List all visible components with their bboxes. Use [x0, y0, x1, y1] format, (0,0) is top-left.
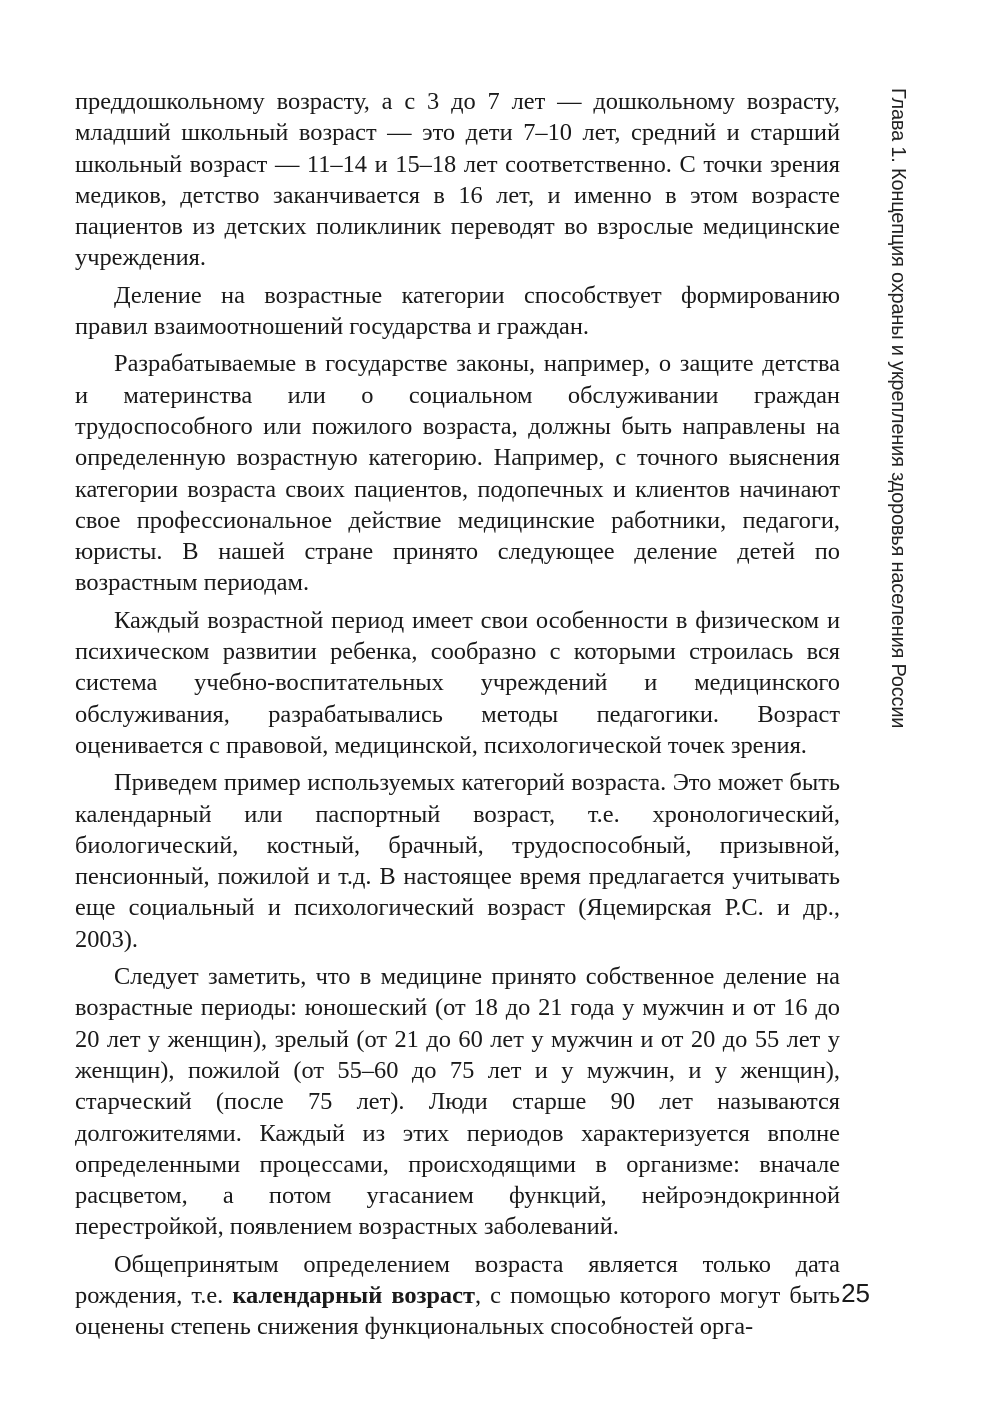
paragraph: Приведем пример используемых категорий возраста. Это может быть календарный или паспортный возраст, т.е. хронологический, биологический, костный, брачный, трудоспособный, призывной, пенсионный, пожилой и т.д. В настоящее время предлагается учитывать еще социальный и психологический возраст (Яцемирская Р.С. и др., 2003). [75, 769, 840, 953]
paragraph: Каждый возрастной период имеет свои особенности в физическом и психическом развитии ребенка, сообразно с которыми строилась вся система учебно-воспитательных учреждений и медицинского обслуживания, разрабатывались методы педагогики. Возраст оценивается с правовой, медицинской, психологической точек зрения. [75, 606, 840, 759]
body-text [75, 86, 840, 1349]
page-number: 25 [841, 1278, 870, 1308]
paragraph: Деление на возрастные категории способствует формированию правил взаимоотношений государства и граждан. [75, 281, 840, 341]
bold-term: календарный возраст [232, 1281, 475, 1309]
paragraph-continued: преддошкольному возрасту, а с 3 до 7 лет — дошкольному возрасту, младший школьный возраст — это дети 7–10 лет, средний и старший школьный возраст — 11–14 и 15–18 лет соответственно. С точки зрения медиков, детство заканчивается в 16 лет, и именно в этом возрасте пациентов из детских поликлиник переводят во взрослые медицинские учреждения. [75, 88, 840, 272]
paragraph-last [75, 1249, 840, 1343]
text-before-term: Общепринятым определением возраста является только дата рождения, т.е. [75, 1250, 840, 1309]
paragraph: Разрабатываемые в государстве законы, например, о защите детства и материнства или о социальном обслуживании граждан трудоспособного или пожилого возраста, должны быть направлены на определенную возрастную категорию. Например, с точного выяснения категории возраста своих пациентов, подопечных и клиентов начинают свое профессиональное действие медицинские работники, педагоги, юристы. В нашей стране принято следующее деление детей по возрастным периодам. [75, 350, 840, 597]
text-after-term: , с помощью которого могут быть оценены степень снижения функциональных способностей орга- [75, 1281, 840, 1341]
paragraph: Следует заметить, что в медицине принято собственное деление на возрастные периоды: юношеский (от 18 до 21 года у мужчин и от 16 до 20 лет у женщин), зрелый (от 21 до 60 лет у мужчин и от 20 до 55 лет у женщин), пожилой (от 55–60 до 75 лет и у мужчин, и у женщин), старческий (после 75 лет). Люди старше 90 лет называются долгожителями. Каждый из этих периодов характеризуется вполне определенными процессами, происходящими в организме: вначале расцветом, а потом угасанием функций, нейроэндокринной перестройкой, появлением возрастных заболеваний. [75, 963, 840, 1241]
running-header: Глава 1. Концепция охраны и укрепления здоровья населения России [887, 88, 909, 729]
